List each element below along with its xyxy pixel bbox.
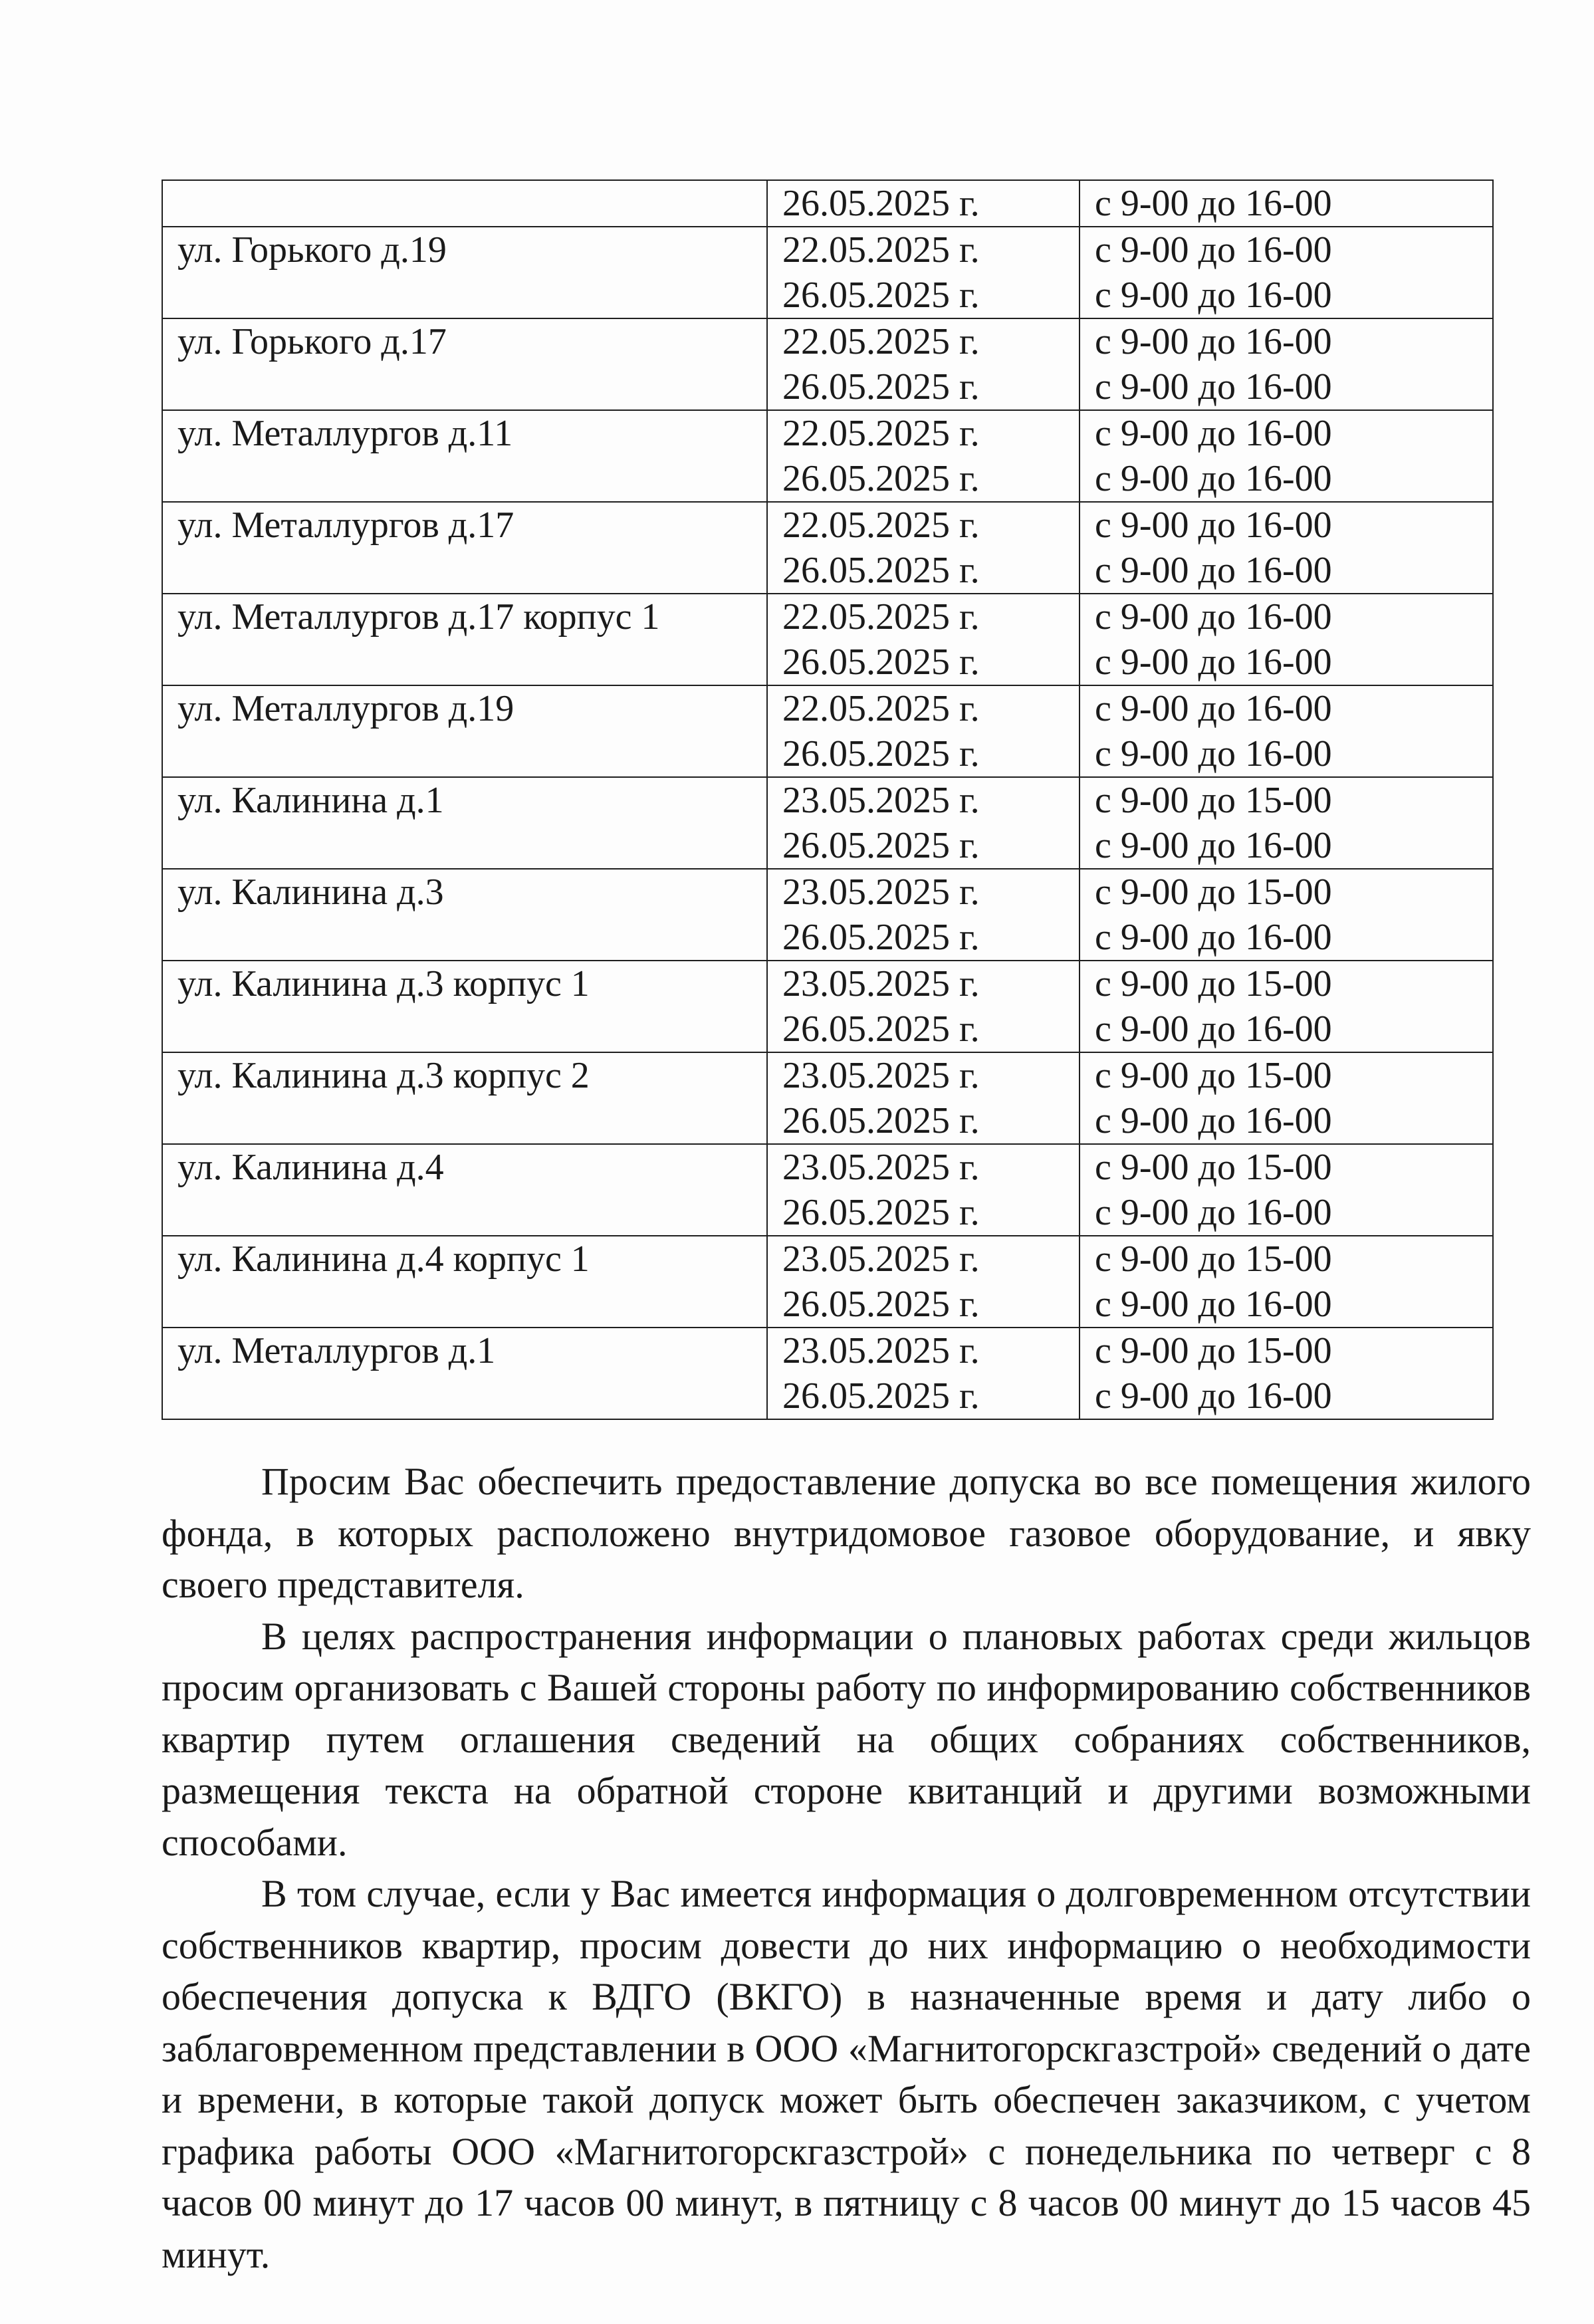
address-text: ул. Металлургов д.19 — [177, 688, 514, 729]
date-cell — [767, 1144, 1080, 1236]
time-text: с 9-00 до 16-00 — [1095, 366, 1332, 407]
time-text: с 9-00 до 16-00 — [1095, 917, 1332, 958]
table-row — [162, 961, 1493, 1052]
time-cell — [1080, 685, 1493, 777]
address-text: ул. Калинина д.1 — [177, 780, 444, 821]
address-cell — [162, 318, 767, 410]
time-text: с 9-00 до 16-00 — [1095, 596, 1332, 638]
address-text: ул. Металлургов д.17 корпус 1 — [177, 596, 660, 638]
date-text: 26.05.2025 г. — [782, 1284, 980, 1325]
time-text: с 9-00 до 15-00 — [1095, 1330, 1332, 1371]
paragraph-absent-owners: В том случае, если у Вас имеется информация о долговременном отсутствии собственников квартир, просим довести до них информацию о необходимости обеспечения допуска к ВДГО (ВКГО) в назначенные время и дату либо о заблаговременном представлении в ООО «Магнитогорскгазстрой» сведений о дате и времени, в которые такой допуск может быть обеспечен заказчиком, с учетом графика работы ООО «Магнитогорскгазстрой» с понедельника по четверг с 8 часов 00 минут до 17 часов 00 минут, в пятницу с 8 часов 00 минут до 15 часов 45 минут. — [162, 1872, 1531, 2276]
time-text: с 9-00 до 16-00 — [1095, 641, 1332, 683]
date-text: 26.05.2025 г. — [782, 550, 980, 591]
time-text: с 9-00 до 16-00 — [1095, 1100, 1332, 1141]
address-text: ул. Горького д.17 — [177, 321, 447, 362]
date-text: 23.05.2025 г. — [782, 780, 980, 821]
time-cell — [1080, 1328, 1493, 1419]
time-text: с 9-00 до 16-00 — [1095, 733, 1332, 774]
table-row — [162, 502, 1493, 594]
table-row — [162, 1236, 1493, 1328]
table-row — [162, 318, 1493, 410]
time-text: с 9-00 до 16-00 — [1095, 458, 1332, 499]
time-cell — [1080, 410, 1493, 502]
address-text — [177, 181, 766, 226]
date-text: 22.05.2025 г. — [782, 321, 980, 362]
address-cell — [162, 777, 767, 869]
date-cell — [767, 410, 1080, 502]
date-text: 26.05.2025 г. — [782, 1008, 980, 1050]
time-text: с 9-00 до 15-00 — [1095, 1147, 1332, 1188]
date-text: 26.05.2025 г. — [782, 733, 980, 774]
body-text — [162, 1456, 1531, 2280]
date-text: 26.05.2025 г. — [782, 275, 980, 316]
paragraph-access-request: Просим Вас обеспечить предоставление допуска во все помещения жилого фонда, в которых расположено внутридомовое газовое оборудование, и явку своего представителя. — [162, 1460, 1531, 1606]
date-cell — [767, 502, 1080, 594]
date-text: 23.05.2025 г. — [782, 963, 980, 1004]
time-cell — [1080, 227, 1493, 318]
address-cell — [162, 685, 767, 777]
address-text: ул. Калинина д.3 — [177, 872, 444, 913]
date-text: 26.05.2025 г. — [782, 917, 980, 958]
address-text: ул. Металлургов д.11 — [177, 413, 513, 454]
date-text: 22.05.2025 г. — [782, 688, 980, 729]
address-cell — [162, 502, 767, 594]
address-cell — [162, 410, 767, 502]
date-text: 22.05.2025 г. — [782, 229, 980, 271]
table-row — [162, 410, 1493, 502]
time-cell — [1080, 777, 1493, 869]
table-row — [162, 227, 1493, 318]
date-text: 23.05.2025 г. — [782, 1055, 980, 1096]
date-cell — [767, 685, 1080, 777]
table-row — [162, 1144, 1493, 1236]
time-text: с 9-00 до 16-00 — [1095, 1375, 1332, 1417]
time-text: с 9-00 до 16-00 — [1095, 183, 1332, 224]
address-text: ул. Калинина д.4 корпус 1 — [177, 1238, 590, 1280]
time-text: с 9-00 до 16-00 — [1095, 505, 1332, 546]
date-cell — [767, 961, 1080, 1052]
address-text: ул. Горького д.19 — [177, 229, 447, 271]
date-text: 26.05.2025 г. — [782, 1375, 980, 1417]
time-cell — [1080, 1052, 1493, 1144]
time-cell — [1080, 961, 1493, 1052]
time-text: с 9-00 до 15-00 — [1095, 780, 1332, 821]
date-cell — [767, 227, 1080, 318]
date-cell — [767, 777, 1080, 869]
table-row — [162, 685, 1493, 777]
time-cell — [1080, 502, 1493, 594]
time-cell — [1080, 180, 1493, 227]
date-text: 23.05.2025 г. — [782, 1147, 980, 1188]
time-text: с 9-00 до 15-00 — [1095, 1238, 1332, 1280]
date-text: 22.05.2025 г. — [782, 505, 980, 546]
address-text: ул. Металлургов д.17 — [177, 505, 514, 546]
date-text: 26.05.2025 г. — [782, 1100, 980, 1141]
time-text: с 9-00 до 15-00 — [1095, 1055, 1332, 1096]
time-text: с 9-00 до 16-00 — [1095, 688, 1332, 729]
time-text: с 9-00 до 15-00 — [1095, 872, 1332, 913]
table-row — [162, 869, 1493, 961]
date-text: 23.05.2025 г. — [782, 1238, 980, 1280]
schedule-table-body — [162, 180, 1493, 1419]
date-cell — [767, 318, 1080, 410]
table-row — [162, 594, 1493, 685]
table-row — [162, 180, 1493, 227]
address-cell — [162, 594, 767, 685]
date-text: 26.05.2025 г. — [782, 641, 980, 683]
address-cell — [162, 1144, 767, 1236]
date-cell — [767, 869, 1080, 961]
time-text: с 9-00 до 16-00 — [1095, 825, 1332, 866]
date-cell — [767, 1328, 1080, 1419]
time-text: с 9-00 до 16-00 — [1095, 1008, 1332, 1050]
date-text: 26.05.2025 г. — [782, 458, 980, 499]
time-text: с 9-00 до 16-00 — [1095, 321, 1332, 362]
date-text: 26.05.2025 г. — [782, 1192, 980, 1233]
time-text: с 9-00 до 16-00 — [1095, 1192, 1332, 1233]
address-cell — [162, 961, 767, 1052]
address-cell — [162, 1328, 767, 1419]
address-cell — [162, 227, 767, 318]
time-text: с 9-00 до 16-00 — [1095, 275, 1332, 316]
date-text: 22.05.2025 г. — [782, 596, 980, 638]
table-row — [162, 1052, 1493, 1144]
address-text: ул. Калинина д.3 корпус 2 — [177, 1055, 590, 1096]
paragraph-inform-residents: В целях распространения информации о плановых работах среди жильцов просим организовать с Вашей стороны работу по информированию собственников квартир путем оглашения сведений на общих собраниях собственников, размещения текста на обратной стороне квитанций и другими возможными способами. — [162, 1614, 1531, 1864]
address-cell — [162, 1236, 767, 1328]
date-text: 23.05.2025 г. — [782, 1330, 980, 1371]
schedule-table — [162, 179, 1494, 1420]
address-cell — [162, 1052, 767, 1144]
date-cell — [767, 1052, 1080, 1144]
date-cell — [767, 594, 1080, 685]
time-text: с 9-00 до 15-00 — [1095, 963, 1332, 1004]
date-text: 22.05.2025 г. — [782, 413, 980, 454]
time-text: с 9-00 до 16-00 — [1095, 1284, 1332, 1325]
date-text: 26.05.2025 г. — [782, 366, 980, 407]
time-text: с 9-00 до 16-00 — [1095, 413, 1332, 454]
table-row — [162, 1328, 1493, 1419]
time-text: с 9-00 до 16-00 — [1095, 229, 1332, 271]
time-cell — [1080, 1236, 1493, 1328]
date-text: 23.05.2025 г. — [782, 872, 980, 913]
time-text: с 9-00 до 16-00 — [1095, 550, 1332, 591]
time-cell — [1080, 318, 1493, 410]
time-cell — [1080, 869, 1493, 961]
time-cell — [1080, 1144, 1493, 1236]
address-cell — [162, 869, 767, 961]
address-cell — [162, 180, 767, 227]
date-cell — [767, 180, 1080, 227]
date-text: 26.05.2025 г. — [782, 825, 980, 866]
address-text: ул. Калинина д.3 корпус 1 — [177, 963, 590, 1004]
address-text: ул. Металлургов д.1 — [177, 1330, 496, 1371]
time-cell — [1080, 594, 1493, 685]
address-text: ул. Калинина д.4 — [177, 1147, 444, 1188]
table-row — [162, 777, 1493, 869]
date-cell — [767, 1236, 1080, 1328]
date-text: 26.05.2025 г. — [782, 183, 980, 224]
